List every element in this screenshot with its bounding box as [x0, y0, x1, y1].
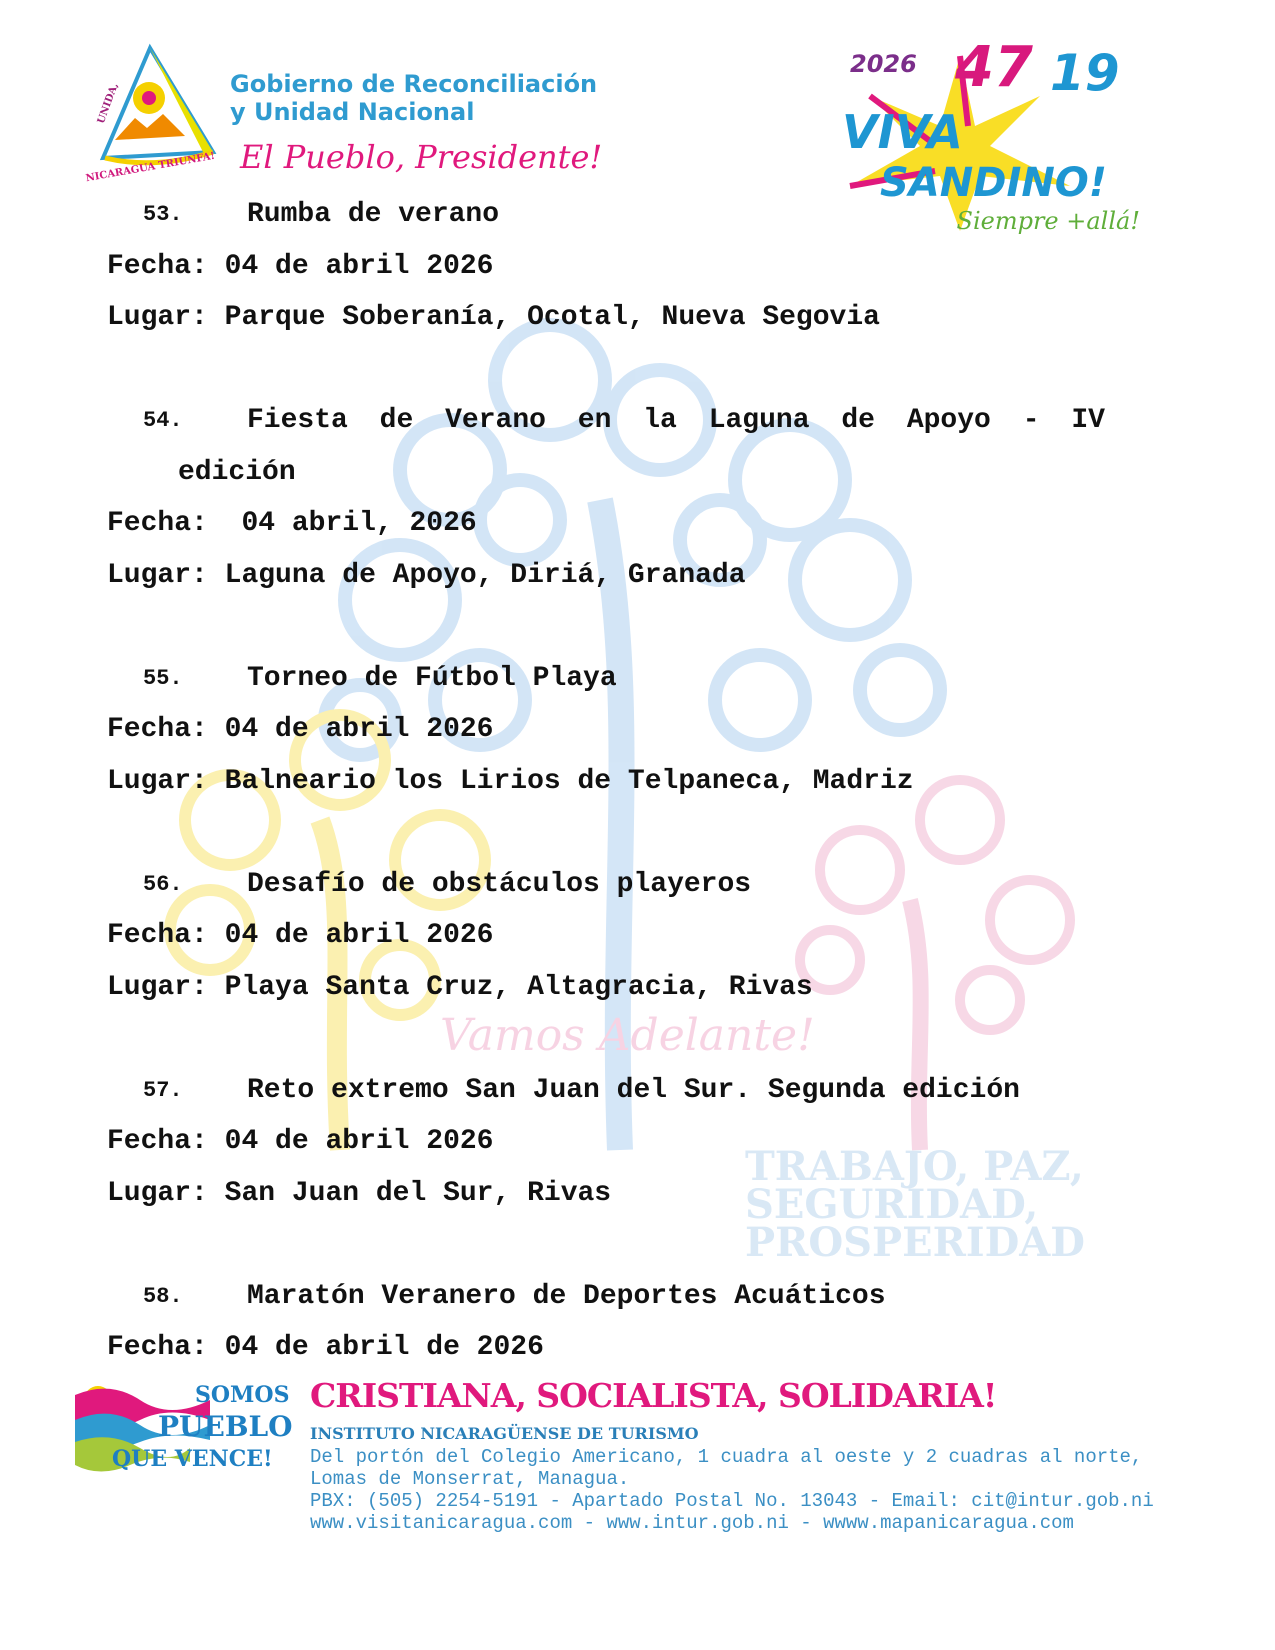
- fecha-label: Fecha:: [107, 250, 208, 282]
- contact-line: PBX: (505) 2254-5191 - Apartado Postal No. 13043 - Email: cit@intur.gob.ni: [310, 1490, 1154, 1512]
- event-number: 57.: [143, 1077, 183, 1103]
- watermark-trabajo-2: SEGURIDAD,: [745, 1181, 1039, 1228]
- lugar-label: Lugar:: [107, 1177, 208, 1209]
- address-line1: Del portón del Colegio Americano, 1 cuadra al oeste y 2 cuadras al norte,: [310, 1446, 1143, 1468]
- event-date: 04 abril, 2026: [224, 508, 477, 539]
- event-number: 58.: [143, 1283, 183, 1309]
- event-date: 04 de abril 2026: [224, 1126, 494, 1157]
- government-slogan: El Pueblo, Presidente!: [240, 138, 603, 176]
- emblem-side-text: UNIDA,: [95, 81, 121, 126]
- lugar-label: Lugar:: [107, 302, 208, 333]
- somos-pueblo-logo: [70, 1380, 293, 1480]
- event-list: [107, 189, 1107, 1425]
- government-name-line2: y Unidad Nacional: [230, 98, 475, 126]
- que-vence-text: QUE VENCE!: [112, 1446, 273, 1472]
- event-title: Rumba de verano: [247, 199, 500, 230]
- government-logo: [85, 40, 645, 190]
- footer: [70, 1376, 1220, 1540]
- event-date: 04 de abril 2026: [224, 250, 494, 282]
- event-item: [107, 859, 1107, 1014]
- event-item: [107, 395, 1107, 601]
- title-word: la: [643, 405, 677, 436]
- event-item: [107, 1065, 1107, 1220]
- somos-text: SOMOS: [195, 1382, 290, 1408]
- logo-47: 47: [955, 35, 1033, 100]
- event-place: Laguna de Apoyo, Diriá, Granada: [224, 559, 746, 591]
- lugar-label: Lugar:: [107, 559, 208, 591]
- event-date: 04 de abril de 2026: [224, 1332, 544, 1363]
- fecha-label: Fecha:: [107, 1126, 208, 1157]
- institute-name: INSTITUTO NICARAGÜENSE DE TURISMO: [310, 1424, 699, 1443]
- event-number: 56.: [143, 871, 183, 897]
- pueblo-text: PUEBLO: [158, 1410, 293, 1443]
- event-item: [107, 189, 1107, 344]
- fecha-label: Fecha:: [107, 508, 208, 539]
- logo-19: 19: [1050, 44, 1120, 102]
- web-links: www.visitanicaragua.com - www.intur.gob.ni - wwww.mapanicaragua.com: [310, 1512, 1074, 1534]
- event-place: San Juan del Sur, Rivas: [224, 1177, 612, 1209]
- event-place: Playa Santa Cruz, Altagracia, Rivas: [224, 971, 813, 1003]
- event-title-continuation: edición: [178, 456, 296, 488]
- watermark-vamos: Vamos Adelante!: [440, 1010, 815, 1061]
- event-number: 53.: [143, 202, 183, 227]
- title-word: Laguna: [708, 405, 810, 436]
- lugar-label: Lugar:: [107, 765, 208, 797]
- fecha-label: Fecha:: [107, 1332, 208, 1363]
- logo-viva: VIVA: [842, 105, 963, 159]
- government-name-line1: Gobierno de Reconciliación: [230, 70, 598, 98]
- title-word: en: [577, 405, 612, 436]
- event-place: Balneario los Lirios de Telpaneca, Madriz: [224, 765, 914, 797]
- event-title: Reto extremo San Juan del Sur. Segunda edición: [247, 1074, 1020, 1106]
- emblem-bottom-text: NICARAGUA TRIUNFA!: [85, 150, 216, 185]
- event-title: [247, 395, 1105, 447]
- event-place: Parque Soberanía, Ocotal, Nueva Segovia: [224, 302, 880, 333]
- title-word: IV: [1071, 405, 1105, 436]
- watermark-trabajo-1: TRABAJO, PAZ,: [745, 1143, 1084, 1190]
- event-date: 04 de abril 2026: [224, 920, 494, 951]
- event-title: Maratón Veranero de Deportes Acuáticos: [247, 1280, 886, 1312]
- event-number: 54.: [143, 408, 183, 433]
- footer-slogan: CRISTIANA, SOCIALISTA, SOLIDARIA!: [310, 1376, 997, 1415]
- logo-sandino: SANDINO!: [880, 160, 1108, 206]
- institute-contact: [310, 1446, 1154, 1534]
- watermark-trabajo-3: PROSPERIDAD: [745, 1219, 1085, 1266]
- event-title: Desafío de obstáculos playeros: [247, 868, 752, 900]
- lugar-label: Lugar:: [107, 971, 208, 1003]
- event-date: 04 de abril 2026: [224, 714, 494, 745]
- event-item: [107, 653, 1107, 808]
- event-title: Torneo de Fútbol Playa: [247, 662, 617, 694]
- event-number: 55.: [143, 665, 183, 691]
- title-word: Apoyo: [906, 405, 991, 436]
- event-item: [107, 1271, 1107, 1374]
- logo-siempre-word: Siempre: [956, 207, 1059, 235]
- title-word: Verano: [445, 405, 546, 436]
- title-word: de: [841, 405, 875, 436]
- title-word: -: [1022, 405, 1040, 436]
- fecha-label: Fecha:: [107, 714, 208, 745]
- title-word: Fiesta: [247, 405, 348, 436]
- logo-talla-word: +allá!: [1066, 207, 1140, 235]
- fecha-label: Fecha:: [107, 920, 208, 951]
- address-line2: Lomas de Monserrat, Managua.: [310, 1468, 630, 1490]
- logo-year: 2026: [850, 50, 917, 78]
- title-word: de: [379, 405, 414, 436]
